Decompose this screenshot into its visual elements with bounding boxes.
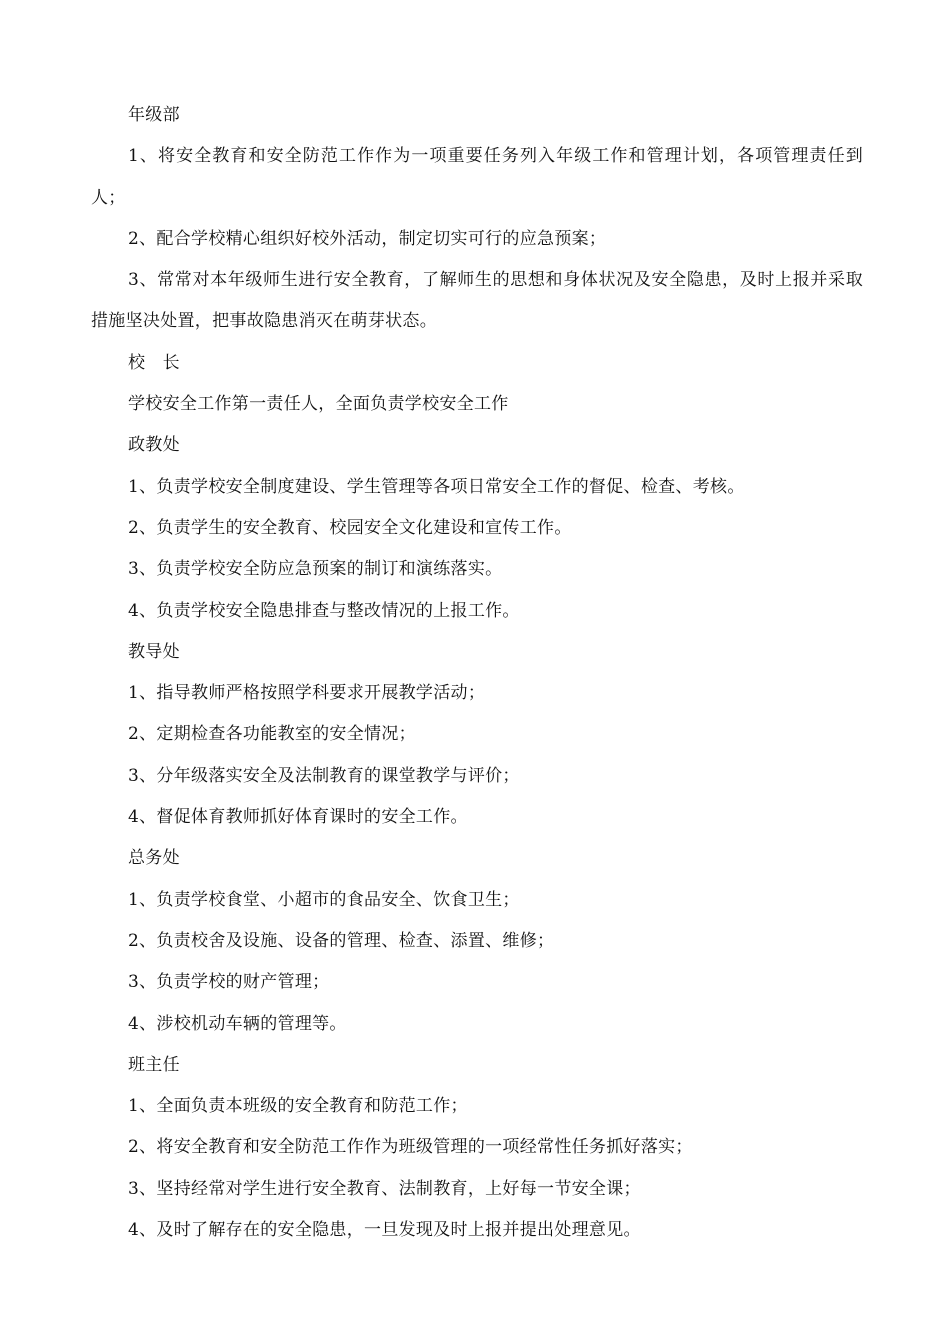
- general-affairs-item-3: 3、负责学校的财产管理；: [128, 972, 330, 993]
- grade-department-item-3: 3、常常对本年级师生进行安全教育，了解师生的思想和身体状况及安全隐患，及时上报并采取措施坚决处置，把事故隐患消灭在萌芽状态。: [91, 270, 863, 332]
- academic-affairs-item-4: 4、督促体育教师抓好体育课时的安全工作。: [128, 807, 468, 828]
- academic-affairs-item-3: 3、分年级落实安全及法制教育的课堂教学与评价；: [128, 765, 520, 786]
- section-heading-class-teacher: 班主任: [128, 1054, 180, 1075]
- political-education-item-4: 4、负责学校安全隐患排查与整改情况的上报工作。: [128, 600, 520, 621]
- grade-department-item-2: 2、配合学校精心组织好校外活动，制定切实可行的应急预案；: [128, 228, 607, 249]
- section-heading-grade-department: 年级部: [128, 105, 180, 125]
- general-affairs-item-1: 1、负责学校食堂、小超市的食品安全、饮食卫生；: [128, 889, 520, 910]
- class-teacher-item-4: 4、及时了解存在的安全隐患，一旦发现及时上报并提出处理意见。: [128, 1220, 641, 1241]
- political-education-item-3: 3、负责学校安全防应急预案的制订和演练落实。: [128, 559, 503, 580]
- section-heading-general-affairs-office: 总务处: [128, 848, 180, 869]
- academic-affairs-item-2: 2、定期检查各功能教室的安全情况；: [128, 724, 416, 745]
- political-education-item-2: 2、负责学生的安全教育、校园安全文化建设和宣传工作。: [128, 517, 572, 538]
- general-affairs-item-2: 2、负责校舍及设施、设备的管理、检查、添置、维修；: [128, 930, 555, 951]
- section-heading-academic-affairs-office: 教导处: [128, 641, 180, 662]
- general-affairs-item-4: 4、涉校机动车辆的管理等。: [128, 1013, 347, 1034]
- class-teacher-item-1: 1、全面负责本班级的安全教育和防范工作；: [128, 1096, 468, 1117]
- section-heading-principal: 校 长: [128, 352, 180, 373]
- document-body: [91, 95, 863, 1251]
- class-teacher-item-3: 3、坚持经常对学生进行安全教育、法制教育，上好每一节安全课；: [128, 1178, 641, 1199]
- academic-affairs-item-1: 1、指导教师严格按照学科要求开展教学活动；: [128, 683, 486, 704]
- principal-item-1: 学校安全工作第一责任人，全面负责学校安全工作: [128, 394, 509, 415]
- grade-department-item-1: 1、将安全教育和安全防范工作作为一项重要任务列入年级工作和管理计划，各项管理责任到人；: [91, 146, 863, 208]
- class-teacher-item-2: 2、将安全教育和安全防范工作作为班级管理的一项经常性任务抓好落实；: [128, 1137, 693, 1158]
- section-heading-political-education-office: 政教处: [128, 435, 180, 456]
- political-education-item-1: 1、负责学校安全制度建设、学生管理等各项日常安全工作的督促、检查、考核。: [128, 476, 745, 497]
